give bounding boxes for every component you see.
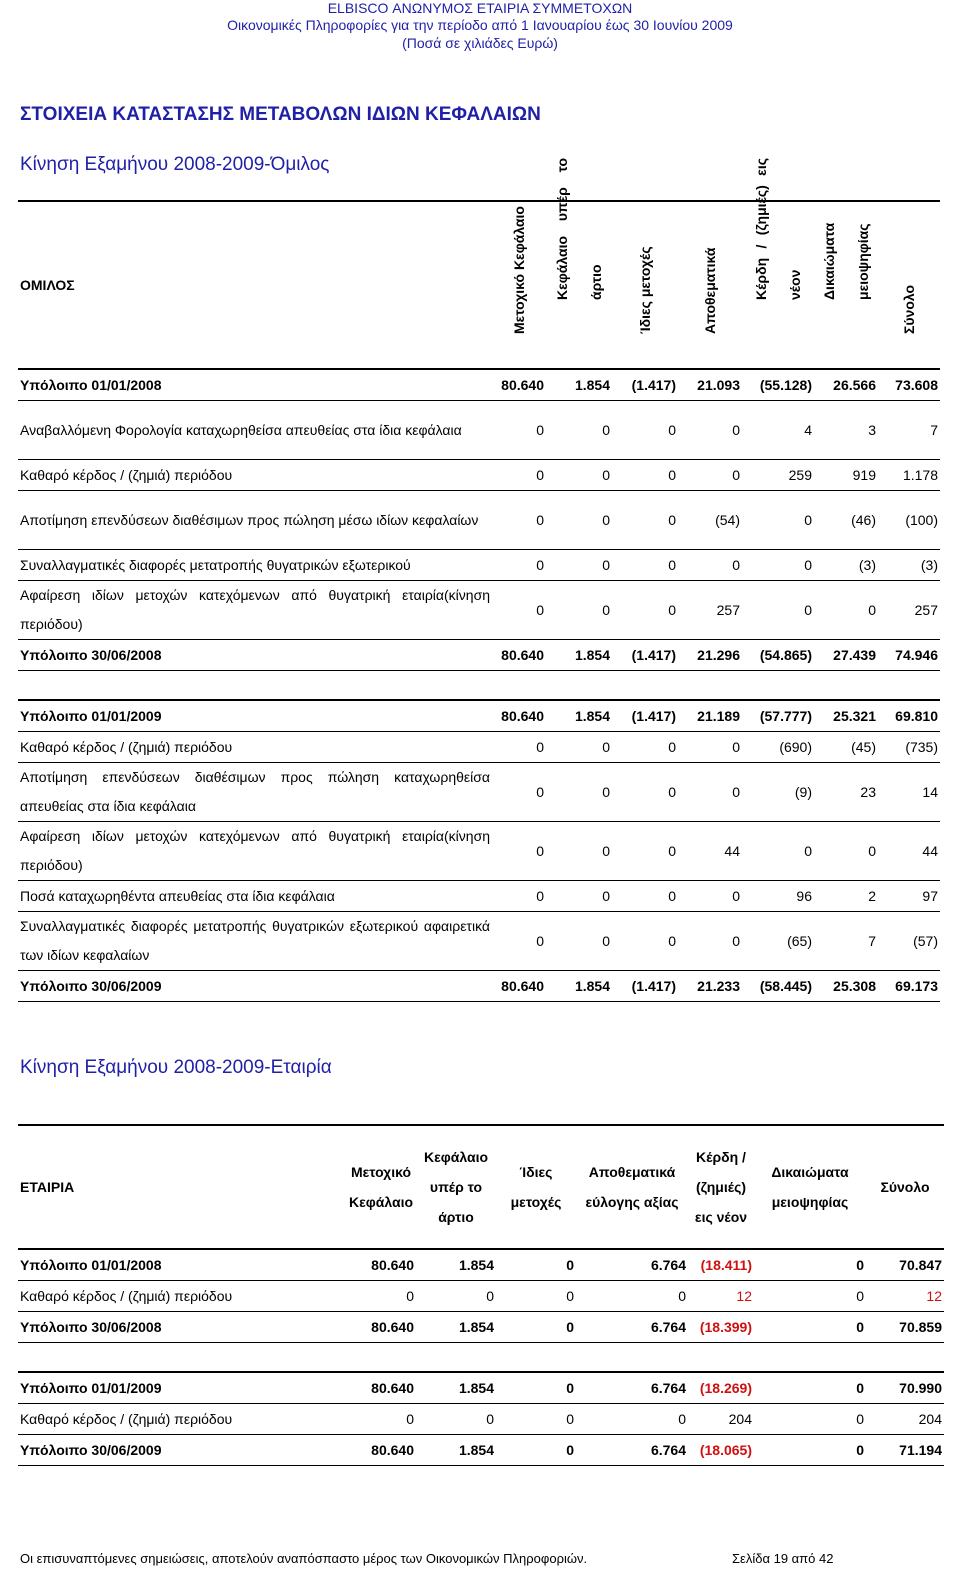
cell-value: 1.854 bbox=[416, 1249, 496, 1281]
cell-value: 0 bbox=[336, 1404, 416, 1435]
cell-value: 0 bbox=[492, 732, 546, 763]
table-row bbox=[18, 1372, 944, 1404]
cell-value: 0 bbox=[612, 460, 678, 491]
cell-value: 1.854 bbox=[416, 1372, 496, 1404]
cell-value: 0 bbox=[814, 581, 878, 640]
row-label: Συναλλαγματικές διαφορές μετατροπής θυγατρικών εξωτερικού αφαιρετικά των ιδίων κεφαλαίων bbox=[18, 912, 492, 971]
cell-value: (45) bbox=[814, 732, 878, 763]
company-name: ELBISCO ΑΝΩΝΥΜΟΣ ΕΤΑΙΡΙΑ ΣΥΜΜΕΤΟΧΩΝ bbox=[327, 0, 633, 16]
cell-value: 0 bbox=[576, 1404, 688, 1435]
row-label: Συναλλαγματικές διαφορές μετατροπής θυγατρικών εξωτερικού bbox=[18, 550, 492, 581]
cell-value: 0 bbox=[496, 1249, 576, 1281]
col-header: Αποθεματικά bbox=[702, 247, 718, 334]
cell-value: 0 bbox=[546, 550, 612, 581]
table-row bbox=[18, 912, 940, 971]
col-header: Ίδιες μετοχές bbox=[637, 246, 653, 334]
cell-value: 1.854 bbox=[416, 1312, 496, 1343]
cell-value: 0 bbox=[754, 1435, 866, 1466]
cell-value: 73.608 bbox=[878, 369, 940, 401]
cell-value: 0 bbox=[576, 1281, 688, 1312]
table-row bbox=[18, 732, 940, 763]
cell-value: 0 bbox=[754, 1312, 866, 1343]
cell-value: 0 bbox=[742, 491, 814, 550]
cell-value: (58.445) bbox=[742, 971, 814, 1002]
row-label: Αποτίμηση επενδύσεων διαθέσιμων προς πώληση καταχωρηθείσα απευθείας στα ίδια κεφάλαια bbox=[18, 763, 492, 822]
cell-value: 0 bbox=[678, 401, 742, 460]
cell-value: 0 bbox=[546, 763, 612, 822]
cell-value: (735) bbox=[878, 732, 940, 763]
cell-value: 0 bbox=[754, 1404, 866, 1435]
col-header: Μετοχικό Κεφάλαιο bbox=[348, 1164, 414, 1210]
cell-value: 96 bbox=[742, 881, 814, 912]
cell-value: 0 bbox=[742, 550, 814, 581]
row-label: Αφαίρεση ιδίων μετοχών κατεχόμενων από θυγατρική εταιρία(κίνηση περιόδου) bbox=[18, 822, 492, 881]
row-label: Υπόλοιπο 30/06/2008 bbox=[18, 640, 492, 671]
cell-value: 6.764 bbox=[576, 1435, 688, 1466]
table-row bbox=[18, 1435, 944, 1466]
cell-value: 0 bbox=[492, 491, 546, 550]
cell-value: 0 bbox=[546, 460, 612, 491]
cell-value: 69.810 bbox=[878, 700, 940, 732]
table-row bbox=[18, 1249, 944, 1281]
table-row bbox=[18, 369, 940, 401]
cell-value: 21.296 bbox=[678, 640, 742, 671]
period-line: Οικονομικές Πληροφορίες για την περίοδο από 1 Ιανουαρίου έως 30 Ιουνίου 2009 bbox=[227, 17, 733, 33]
cell-value: 12 bbox=[688, 1281, 754, 1312]
cell-value: 0 bbox=[492, 581, 546, 640]
cell-value: 0 bbox=[496, 1312, 576, 1343]
cell-value: (3) bbox=[814, 550, 878, 581]
cell-value: (1.417) bbox=[612, 971, 678, 1002]
cell-value: 7 bbox=[878, 401, 940, 460]
cell-value: 80.640 bbox=[492, 369, 546, 401]
cell-value: 0 bbox=[612, 763, 678, 822]
row-label: Καθαρό κέρδος / (ζημιά) περιόδου bbox=[18, 460, 492, 491]
cell-value: 7 bbox=[814, 912, 878, 971]
group-subtitle: Κίνηση Εξαμήνου 2008-2009-Όμιλος bbox=[20, 154, 330, 175]
cell-value: (55.128) bbox=[742, 369, 814, 401]
page-number: Σελίδα 19 από 42 bbox=[732, 1551, 834, 1566]
cell-value: 0 bbox=[546, 401, 612, 460]
cell-value: 0 bbox=[496, 1372, 576, 1404]
cell-value: 0 bbox=[742, 822, 814, 881]
cell-value: 0 bbox=[496, 1404, 576, 1435]
cell-value: 70.990 bbox=[866, 1372, 944, 1404]
cell-value: 25.308 bbox=[814, 971, 878, 1002]
cell-value: 0 bbox=[492, 550, 546, 581]
cell-value: (100) bbox=[878, 491, 940, 550]
company-subtitle: Κίνηση Εξαμήνου 2008-2009-Εταιρία bbox=[20, 1057, 332, 1078]
cell-value: 6.764 bbox=[576, 1249, 688, 1281]
row-label: Καθαρό κέρδος / (ζημιά) περιόδου bbox=[18, 1281, 336, 1312]
table-row bbox=[18, 971, 940, 1002]
cell-value: 0 bbox=[612, 491, 678, 550]
cell-value: 21.093 bbox=[678, 369, 742, 401]
table-row bbox=[18, 581, 940, 640]
cell-value: 21.233 bbox=[678, 971, 742, 1002]
col-header: Κεφάλαιο υπέρ το άρτιο bbox=[423, 1149, 489, 1225]
table-row bbox=[18, 1404, 944, 1435]
row-label: Υπόλοιπο 01/01/2009 bbox=[18, 1372, 336, 1404]
page-title: ΣΤΟΙΧΕΙΑ ΚΑΤΑΣΤΑΣΗΣ ΜΕΤΑΒΟΛΩΝ ΙΔΙΩΝ ΚΕΦΑΛΑΙΩΝ bbox=[20, 104, 541, 125]
col-header: Δικαιώματα μειοψηφίας bbox=[771, 1164, 849, 1210]
cell-value: 0 bbox=[678, 550, 742, 581]
col-header: Σύνολο bbox=[880, 1179, 930, 1195]
table-row bbox=[18, 491, 940, 550]
cell-value: (18.411) bbox=[688, 1249, 754, 1281]
table-row bbox=[18, 640, 940, 671]
table-row bbox=[18, 763, 940, 822]
cell-value: 0 bbox=[612, 732, 678, 763]
row-label: Αναβαλλόμενη Φορολογία καταχωρηθείσα απευθείας στα ίδια κεφάλαια bbox=[18, 401, 492, 460]
cell-value: 0 bbox=[612, 822, 678, 881]
row-label: Υπόλοιπο 01/01/2008 bbox=[18, 1249, 336, 1281]
cell-value: 0 bbox=[492, 881, 546, 912]
row-label: Υπόλοιπο 01/01/2008 bbox=[18, 369, 492, 401]
cell-value: 0 bbox=[754, 1372, 866, 1404]
col-header: Μετοχικό Κεφάλαιο bbox=[511, 206, 527, 334]
cell-value: 27.439 bbox=[814, 640, 878, 671]
cell-value: 25.321 bbox=[814, 700, 878, 732]
cell-value: 1.854 bbox=[546, 700, 612, 732]
cell-value: 4 bbox=[742, 401, 814, 460]
cell-value: 2 bbox=[814, 881, 878, 912]
cell-value: 80.640 bbox=[492, 700, 546, 732]
cell-value: 0 bbox=[496, 1281, 576, 1312]
cell-value: 6.764 bbox=[576, 1312, 688, 1343]
cell-value: 80.640 bbox=[336, 1249, 416, 1281]
row-label: Ποσά καταχωρηθέντα απευθείας στα ίδια κεφάλαια bbox=[18, 881, 492, 912]
cell-value: 0 bbox=[678, 763, 742, 822]
table-row bbox=[18, 1281, 944, 1312]
cell-value: (1.417) bbox=[612, 640, 678, 671]
cell-value: 204 bbox=[688, 1404, 754, 1435]
cell-value: 1.854 bbox=[546, 640, 612, 671]
cell-value: 0 bbox=[492, 912, 546, 971]
cell-value: 80.640 bbox=[492, 640, 546, 671]
cell-value: 6.764 bbox=[576, 1372, 688, 1404]
cell-value: 80.640 bbox=[336, 1372, 416, 1404]
cell-value: 80.640 bbox=[336, 1312, 416, 1343]
company-label: ΕΤΑΙΡΙΑ bbox=[20, 1179, 75, 1195]
col-header: Κέρδη / (ζημιές) εις νέον bbox=[694, 1149, 748, 1225]
cell-value: 204 bbox=[866, 1404, 944, 1435]
cell-value: 0 bbox=[496, 1435, 576, 1466]
cell-value: (57.777) bbox=[742, 700, 814, 732]
row-label: Αποτίμηση επενδύσεων διαθέσιμων προς πώληση μέσω ιδίων κεφαλαίων bbox=[18, 491, 492, 550]
row-label: Υπόλοιπο 30/06/2009 bbox=[18, 971, 492, 1002]
cell-value: 71.194 bbox=[866, 1435, 944, 1466]
cell-value: (54) bbox=[678, 491, 742, 550]
cell-value: 257 bbox=[878, 581, 940, 640]
cell-value: 0 bbox=[416, 1404, 496, 1435]
col-header: Κεφάλαιο υπέρ το άρτιο bbox=[554, 158, 604, 300]
row-label: Υπόλοιπο 30/06/2008 bbox=[18, 1312, 336, 1343]
cell-value: (1.417) bbox=[612, 700, 678, 732]
cell-value: 0 bbox=[612, 401, 678, 460]
cell-value: 0 bbox=[742, 581, 814, 640]
cell-value: 919 bbox=[814, 460, 878, 491]
cell-value: 1.178 bbox=[878, 460, 940, 491]
col-header: Ίδιες μετοχές bbox=[510, 1164, 562, 1210]
row-label: Καθαρό κέρδος / (ζημιά) περιόδου bbox=[18, 1404, 336, 1435]
cell-value: (3) bbox=[878, 550, 940, 581]
cell-value: (54.865) bbox=[742, 640, 814, 671]
group-label: ΟΜΙΛΟΣ bbox=[20, 277, 75, 293]
cell-value: (18.269) bbox=[688, 1372, 754, 1404]
cell-value: 21.189 bbox=[678, 700, 742, 732]
cell-value: 0 bbox=[546, 912, 612, 971]
cell-value: 0 bbox=[492, 763, 546, 822]
table-row bbox=[18, 822, 940, 881]
cell-value: 44 bbox=[878, 822, 940, 881]
cell-value: 0 bbox=[546, 881, 612, 912]
table-row bbox=[18, 550, 940, 581]
table-row bbox=[18, 881, 940, 912]
cell-value: 74.946 bbox=[878, 640, 940, 671]
row-label: Υπόλοιπο 01/01/2009 bbox=[18, 700, 492, 732]
col-header: Αποθεματικά εύλογης αξίας bbox=[585, 1164, 679, 1210]
cell-value: 0 bbox=[678, 460, 742, 491]
cell-value: 0 bbox=[814, 822, 878, 881]
cell-value: 97 bbox=[878, 881, 940, 912]
table-row bbox=[18, 460, 940, 491]
cell-value: 0 bbox=[678, 912, 742, 971]
cell-value: (57) bbox=[878, 912, 940, 971]
cell-value: 259 bbox=[742, 460, 814, 491]
cell-value: 0 bbox=[546, 822, 612, 881]
cell-value: 1.854 bbox=[546, 971, 612, 1002]
footer-note: Οι επισυναπτόμενες σημειώσεις, αποτελούν αναπόσπαστο μέρος των Οικονομικών Πληροφοριών. bbox=[20, 1551, 588, 1566]
cell-value: 0 bbox=[678, 732, 742, 763]
cell-value: 0 bbox=[546, 491, 612, 550]
cell-value: 1.854 bbox=[546, 369, 612, 401]
col-header: Δικαιώματα μειοψηφίας bbox=[821, 222, 871, 300]
cell-value: 44 bbox=[678, 822, 742, 881]
cell-value: 1.854 bbox=[416, 1435, 496, 1466]
units-line: (Ποσά σε χιλιάδες Ευρώ) bbox=[402, 35, 558, 51]
cell-value: 0 bbox=[492, 822, 546, 881]
cell-value: 0 bbox=[612, 881, 678, 912]
cell-value: 70.859 bbox=[866, 1312, 944, 1343]
cell-value: (18.065) bbox=[688, 1435, 754, 1466]
table-row bbox=[18, 1312, 944, 1343]
cell-value: 69.173 bbox=[878, 971, 940, 1002]
cell-value: 3 bbox=[814, 401, 878, 460]
cell-value: 0 bbox=[754, 1249, 866, 1281]
cell-value: (65) bbox=[742, 912, 814, 971]
cell-value: 0 bbox=[612, 912, 678, 971]
col-header: Κέρδη / (ζημιές) εις νέον bbox=[753, 158, 803, 300]
row-label: Καθαρό κέρδος / (ζημιά) περιόδου bbox=[18, 732, 492, 763]
cell-value: 0 bbox=[492, 401, 546, 460]
cell-value: 0 bbox=[546, 732, 612, 763]
cell-value: 257 bbox=[678, 581, 742, 640]
row-label: Αφαίρεση ιδίων μετοχών κατεχόμενων από θυγατρική εταιρία(κίνηση περιόδου) bbox=[18, 581, 492, 640]
cell-value: 23 bbox=[814, 763, 878, 822]
table-row bbox=[18, 401, 940, 460]
cell-value: 26.566 bbox=[814, 369, 878, 401]
cell-value: (9) bbox=[742, 763, 814, 822]
cell-value: 0 bbox=[416, 1281, 496, 1312]
cell-value: 70.847 bbox=[866, 1249, 944, 1281]
table-row bbox=[18, 700, 940, 732]
company-equity-table bbox=[18, 1124, 944, 1466]
cell-value: 0 bbox=[612, 581, 678, 640]
cell-value: 0 bbox=[546, 581, 612, 640]
cell-value: 80.640 bbox=[336, 1435, 416, 1466]
cell-value: 80.640 bbox=[492, 971, 546, 1002]
cell-value: 14 bbox=[878, 763, 940, 822]
cell-value: (46) bbox=[814, 491, 878, 550]
cell-value: (18.399) bbox=[688, 1312, 754, 1343]
cell-value: 0 bbox=[754, 1281, 866, 1312]
col-header: Σύνολο bbox=[901, 284, 917, 334]
row-label: Υπόλοιπο 30/06/2009 bbox=[18, 1435, 336, 1466]
cell-value: 0 bbox=[612, 550, 678, 581]
cell-value: (1.417) bbox=[612, 369, 678, 401]
cell-value: 12 bbox=[866, 1281, 944, 1312]
cell-value: 0 bbox=[678, 881, 742, 912]
cell-value: 0 bbox=[336, 1281, 416, 1312]
cell-value: 0 bbox=[492, 460, 546, 491]
cell-value: (690) bbox=[742, 732, 814, 763]
